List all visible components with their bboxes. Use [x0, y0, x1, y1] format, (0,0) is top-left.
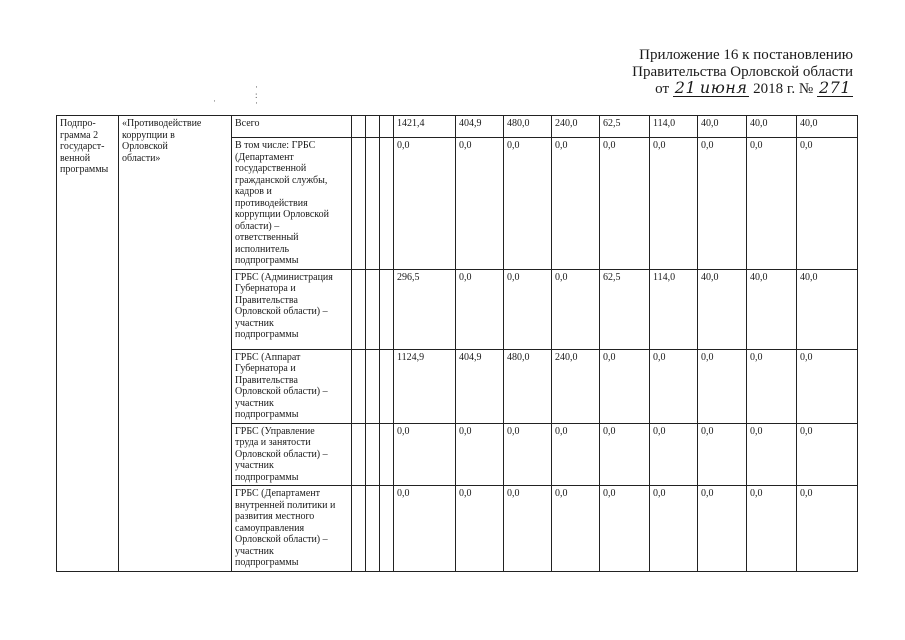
decree-date-handwritten: 21 июня — [674, 78, 748, 97]
value-cell: 0,0 — [504, 423, 552, 486]
program-name-cell: «Противодействие коррупции в Орловской области» — [119, 116, 232, 572]
value-cell: 0,0 — [552, 423, 600, 486]
value-cell: 0,0 — [552, 486, 600, 572]
value-cell: 0,0 — [747, 138, 797, 270]
value-cell: 62,5 — [600, 116, 650, 138]
value-cell: 0,0 — [797, 138, 858, 270]
scan-mark: · : · — [255, 82, 258, 108]
value-cell: 40,0 — [698, 116, 747, 138]
table-row — [57, 116, 858, 138]
empty-code-cell — [366, 116, 380, 138]
header-line-2: Правительства Орловской области — [632, 64, 853, 80]
empty-code-cell — [352, 116, 366, 138]
budget-holder-cell: ГРБС (Аппарат Губернатора и Правительства Орловской области) – участник подпрограммы — [232, 349, 352, 423]
empty-code-cell — [366, 349, 380, 423]
value-cell: 240,0 — [552, 116, 600, 138]
value-cell: 0,0 — [747, 349, 797, 423]
empty-code-cell — [380, 486, 394, 572]
header-line-3 — [632, 78, 853, 98]
value-cell: 404,9 — [456, 349, 504, 423]
empty-code-cell — [380, 423, 394, 486]
value-cell: 0,0 — [698, 486, 747, 572]
value-cell: 114,0 — [650, 116, 698, 138]
budget-holder-cell: В том числе: ГРБС (Департамент государственной гражданской службы, кадров и противодействия коррупции Орловской области) – ответственный исполнитель подпрограммы — [232, 138, 352, 270]
value-cell: 62,5 — [600, 269, 650, 349]
empty-code-cell — [380, 269, 394, 349]
value-cell: 0,0 — [650, 349, 698, 423]
value-cell: 480,0 — [504, 349, 552, 423]
header-from: от — [655, 81, 670, 97]
value-cell: 0,0 — [747, 423, 797, 486]
empty-code-cell — [366, 423, 380, 486]
value-cell: 1124,9 — [394, 349, 456, 423]
value-cell: 0,0 — [456, 269, 504, 349]
document-header — [632, 47, 853, 98]
value-cell: 40,0 — [747, 116, 797, 138]
value-cell: 0,0 — [650, 486, 698, 572]
value-cell: 40,0 — [797, 116, 858, 138]
value-cell: 0,0 — [747, 486, 797, 572]
empty-code-cell — [352, 486, 366, 572]
value-cell: 0,0 — [600, 138, 650, 270]
empty-code-cell — [366, 486, 380, 572]
value-cell: 240,0 — [552, 349, 600, 423]
value-cell: 0,0 — [698, 423, 747, 486]
empty-code-cell — [380, 116, 394, 138]
empty-code-cell — [352, 349, 366, 423]
value-cell: 0,0 — [552, 138, 600, 270]
budget-holder-cell: Всего — [232, 116, 352, 138]
budget-table — [56, 115, 858, 572]
value-cell: 0,0 — [456, 138, 504, 270]
scan-dot: · — [213, 96, 216, 106]
budget-table-body — [57, 116, 858, 572]
value-cell: 40,0 — [797, 269, 858, 349]
empty-code-cell — [352, 138, 366, 270]
value-cell: 0,0 — [698, 349, 747, 423]
empty-code-cell — [366, 269, 380, 349]
value-cell: 0,0 — [456, 486, 504, 572]
header-line-1: Приложение 16 к постановлению — [639, 47, 853, 63]
value-cell: 0,0 — [797, 486, 858, 572]
budget-holder-cell: ГРБС (Департамент внутренней политики и развития местного самоуправления Орловской области) – участник подпрограммы — [232, 486, 352, 572]
value-cell: 480,0 — [504, 116, 552, 138]
value-cell: 0,0 — [797, 349, 858, 423]
value-cell: 0,0 — [650, 138, 698, 270]
program-code-cell: Подпро- грамма 2 государст- венной программы — [57, 116, 119, 572]
value-cell: 404,9 — [456, 116, 504, 138]
budget-holder-cell: ГРБС (Управление труда и занятости Орловской области) – участник подпрограммы — [232, 423, 352, 486]
value-cell: 0,0 — [456, 423, 504, 486]
value-cell: 0,0 — [394, 138, 456, 270]
value-cell: 1421,4 — [394, 116, 456, 138]
value-cell: 0,0 — [698, 138, 747, 270]
decree-number-handwritten: 271 — [818, 78, 851, 97]
empty-code-cell — [352, 269, 366, 349]
value-cell: 0,0 — [600, 486, 650, 572]
value-cell: 0,0 — [552, 269, 600, 349]
empty-code-cell — [352, 423, 366, 486]
value-cell: 0,0 — [600, 423, 650, 486]
value-cell: 0,0 — [504, 138, 552, 270]
value-cell: 114,0 — [650, 269, 698, 349]
empty-code-cell — [380, 138, 394, 270]
value-cell: 0,0 — [650, 423, 698, 486]
empty-code-cell — [380, 349, 394, 423]
value-cell: 0,0 — [504, 269, 552, 349]
header-year: 2018 г. № — [753, 81, 814, 97]
budget-holder-cell: ГРБС (Администрация Губернатора и Правительства Орловской области) – участник подпрограммы — [232, 269, 352, 349]
value-cell: 0,0 — [600, 349, 650, 423]
value-cell: 0,0 — [797, 423, 858, 486]
value-cell: 0,0 — [394, 423, 456, 486]
value-cell: 40,0 — [747, 269, 797, 349]
value-cell: 296,5 — [394, 269, 456, 349]
value-cell: 0,0 — [504, 486, 552, 572]
value-cell: 0,0 — [394, 486, 456, 572]
empty-code-cell — [366, 138, 380, 270]
value-cell: 40,0 — [698, 269, 747, 349]
